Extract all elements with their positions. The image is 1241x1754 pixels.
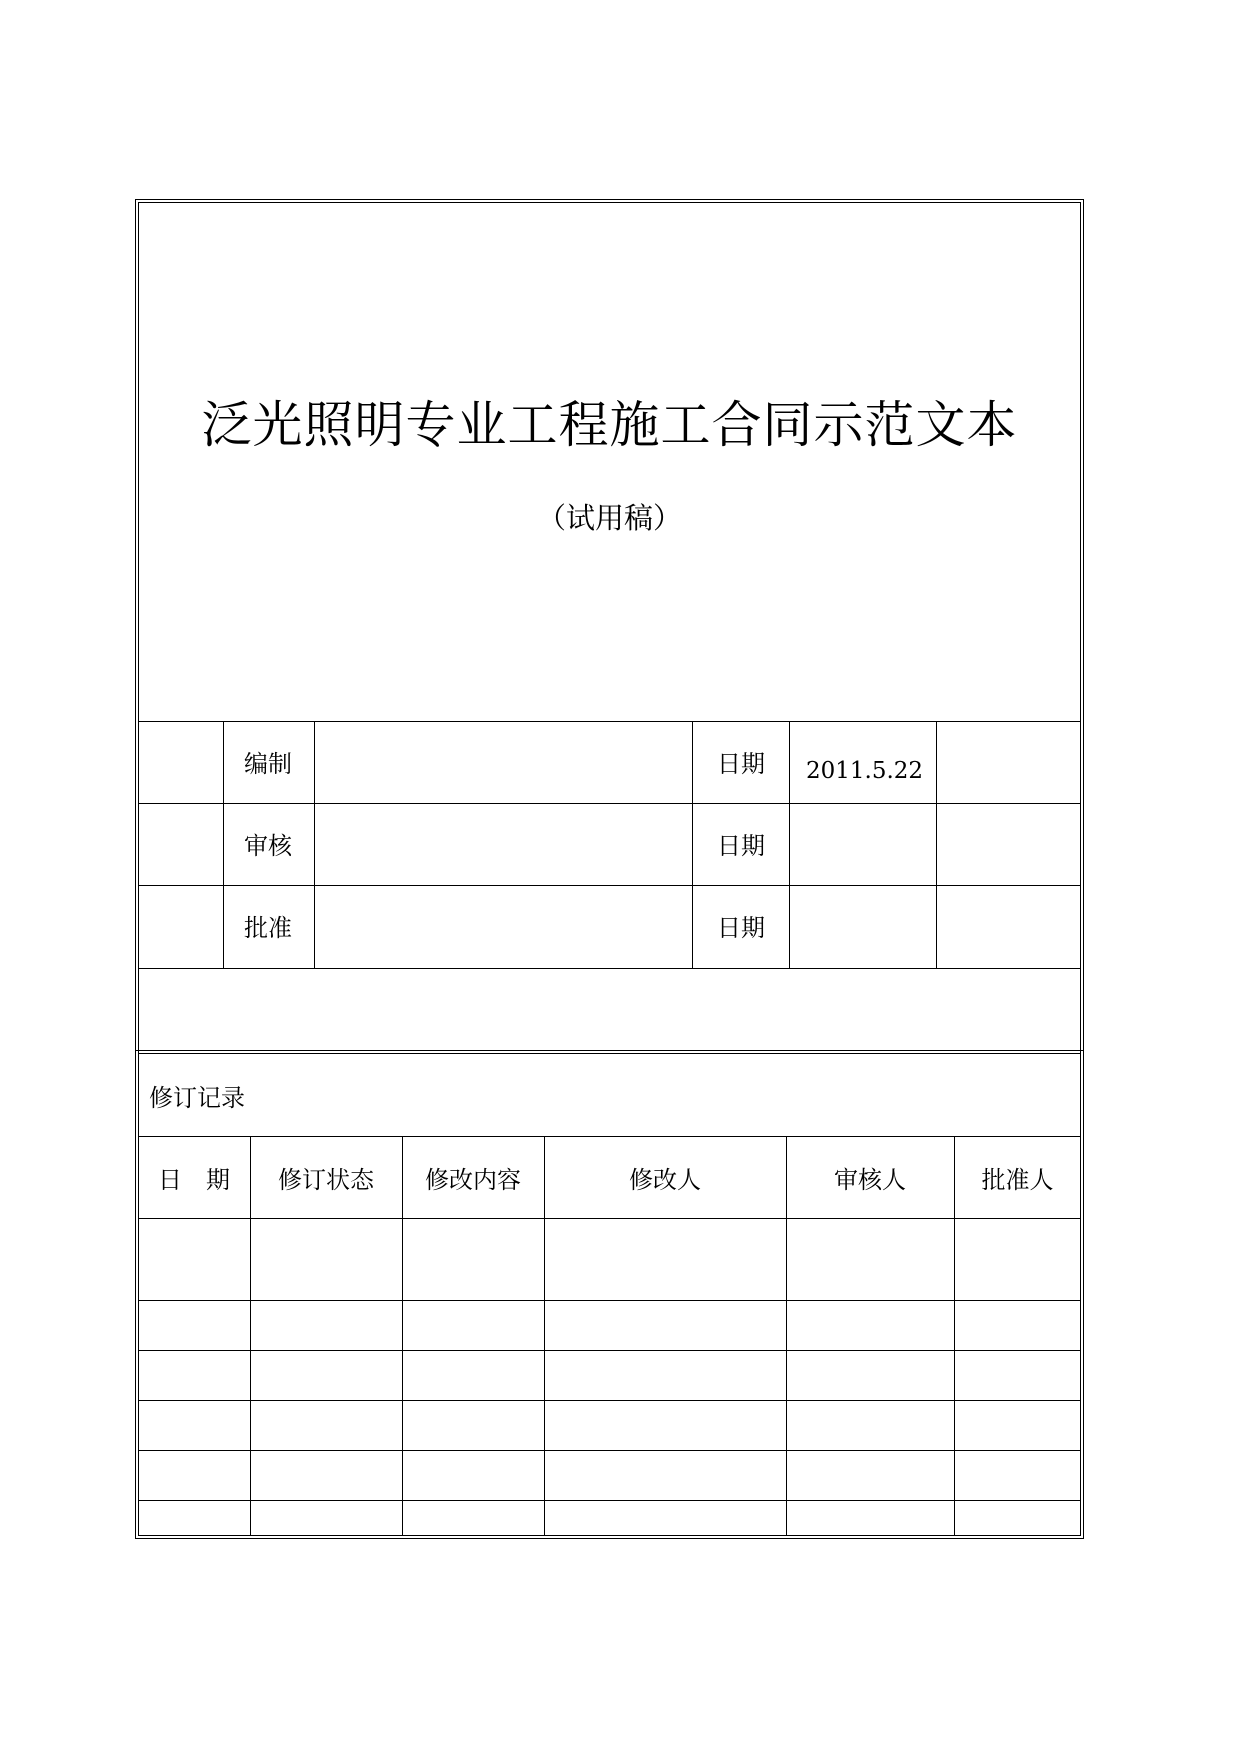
revision-col-status: 修订状态 (278, 1166, 374, 1194)
approval-col-divider (223, 721, 224, 968)
approval-date-label: 日期 (717, 914, 765, 942)
revision-col-divider (250, 1136, 251, 1536)
revision-col-divider (786, 1136, 787, 1536)
approval-col-divider (789, 721, 790, 968)
revision-header-top (138, 1136, 1081, 1137)
revision-col-divider (402, 1136, 403, 1536)
revision-col-reviewer: 审核人 (834, 1166, 906, 1194)
approval-date-value: 2011.5.22 (806, 758, 924, 784)
document-subtitle: （试用稿） (536, 501, 682, 535)
revision-col-content: 修改内容 (425, 1166, 521, 1194)
revision-col-divider (544, 1136, 545, 1536)
revision-row-line (138, 1500, 1081, 1501)
approval-date-label: 日期 (717, 832, 765, 860)
revision-col-divider (954, 1136, 955, 1536)
approval-role-review: 审核 (244, 832, 292, 860)
approval-role-compile: 编制 (244, 750, 292, 778)
section-divider (138, 1053, 1081, 1054)
revision-col-approver: 批准人 (981, 1166, 1054, 1194)
revision-header-bottom (138, 1218, 1081, 1219)
approval-top-line (138, 721, 1081, 722)
revision-row-line (138, 1400, 1081, 1401)
revision-col-modifier: 修改人 (629, 1166, 701, 1194)
approval-bottom-line (138, 968, 1081, 969)
approval-col-divider (692, 721, 693, 968)
section-divider (135, 1050, 1084, 1051)
approval-row-divider (138, 885, 1081, 886)
approval-col-divider (936, 721, 937, 968)
approval-row-divider (138, 803, 1081, 804)
revision-row-line (138, 1450, 1081, 1451)
approval-col-divider (314, 721, 315, 968)
document-title: 泛光照明专业工程施工合同示范文本 (201, 396, 1018, 454)
approval-date-label: 日期 (717, 750, 765, 778)
approval-role-approve: 批准 (244, 914, 292, 942)
revision-col-date: 日 期 (158, 1166, 230, 1194)
revision-row-line (138, 1350, 1081, 1351)
revision-heading: 修订记录 (149, 1084, 245, 1112)
revision-row-line (138, 1300, 1081, 1301)
